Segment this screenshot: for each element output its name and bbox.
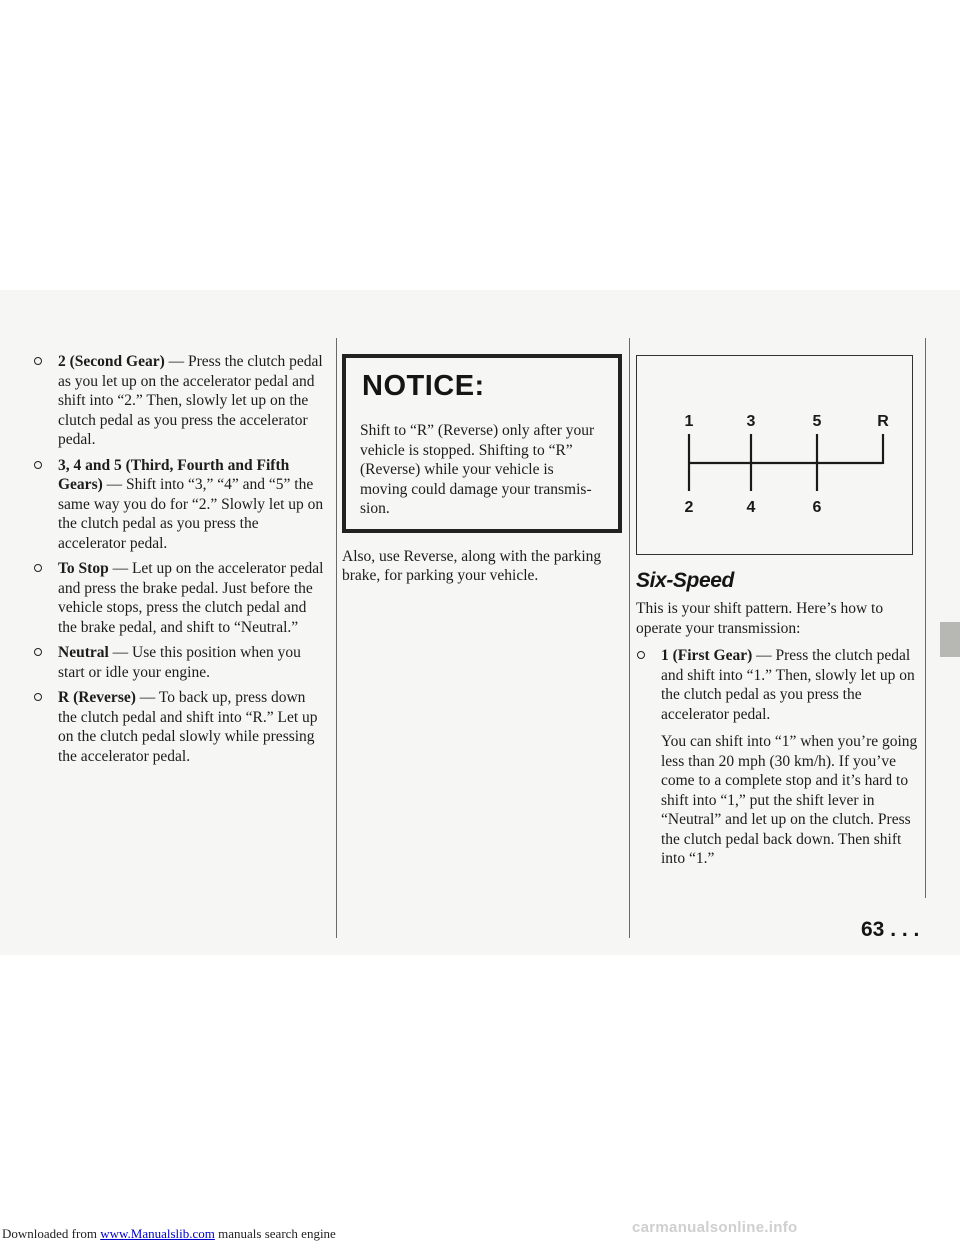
column-two <box>342 352 622 586</box>
item-text: — Shift into “3,” “4” and “5” the same way you do for “2.” Slowly let up on the clutch pedal as you press the accelerator pedal. <box>58 476 324 552</box>
gear-label-1: 1 <box>684 413 694 430</box>
notice-box <box>342 354 622 533</box>
list-item <box>636 646 921 869</box>
six-speed-intro: This is your shift pattern. Here’s how to operate your transmission: <box>636 600 884 637</box>
list-item <box>33 688 328 766</box>
list-item <box>33 643 328 682</box>
gear-label-4: 4 <box>746 499 756 516</box>
bullet-icon <box>34 648 42 656</box>
list-item <box>33 559 328 637</box>
column-divider-left <box>336 338 337 938</box>
manualslib-link[interactable]: www.Manualslib.com <box>100 1226 215 1241</box>
watermark: carmanualsonline.info <box>632 1219 798 1236</box>
page-number: 63 . . . <box>861 918 920 941</box>
gear-label-3: 3 <box>746 413 756 430</box>
notice-text: Shift to “R” (Reverse) only after your vehicle is stopped. Shifting to “R” (Reverse) while your vehicle is moving could damage your transmission. <box>360 422 595 517</box>
item-term: 1 (First Gear) <box>661 647 753 664</box>
download-footer <box>2 1226 336 1242</box>
bullet-icon <box>637 651 645 659</box>
gear-label-r: R <box>877 413 889 430</box>
bullet-icon <box>34 564 42 572</box>
section-tab-marker <box>940 622 960 657</box>
footer-prefix: Downloaded from <box>2 1226 101 1241</box>
item-term: To Stop <box>58 560 109 577</box>
column-three <box>636 352 921 875</box>
item-text: — Press the clutch pedal and shift into “1.” Then, slowly let up on the clutch pedal as you press the accelerator pedal. <box>661 647 915 723</box>
list-item <box>33 456 328 554</box>
reverse-parking-note: Also, use Reverse, along with the parking brake, for parking your vehicle. <box>342 547 602 584</box>
item-term: 2 (Second Gear) <box>58 353 165 370</box>
item-text: — Use this position when you start or idle your engine. <box>58 644 301 681</box>
column-divider-right <box>629 338 630 938</box>
footer-suffix: manuals search engine <box>214 1226 336 1241</box>
item-term: R (Reverse) <box>58 689 136 706</box>
column-divider-edge <box>925 338 926 898</box>
shift-pattern-svg <box>637 356 914 556</box>
section-heading: Six-Speed <box>636 569 734 592</box>
bullet-icon <box>34 357 42 365</box>
bullet-icon <box>34 693 42 701</box>
bottom-margin <box>0 955 960 1242</box>
first-gear-detail: You can shift into “1” when you’re going less than 20 mph (30 km/h). If you’ve come to a complete stop and it’s hard to shift into “1,” put the shift lever in “Neutral” and let up on the clutch. Press the clutch pedal back down. Then shift into “1.” <box>661 733 918 867</box>
item-term: 3, 4 and 5 (Third, Fourth and Fifth Gears) <box>58 456 290 493</box>
gear-label-5: 5 <box>812 413 822 430</box>
top-margin <box>0 0 960 290</box>
notice-title: NOTICE: <box>362 370 485 402</box>
shift-pattern-diagram <box>636 355 913 555</box>
gear-instructions-list <box>33 352 328 766</box>
item-text: — Press the clutch pedal as you let up on the accelerator pedal and shift into “2.” Then, slowly let up on the clutch pedal as you press the accelerator pedal. <box>58 353 323 448</box>
item-term: Neutral <box>58 644 109 661</box>
item-text: — To back up, press down the clutch pedal and shift into “R.” Let up on the clutch pedal slowly while pressing the accelerator pedal. <box>58 689 318 765</box>
first-gear-list <box>636 646 921 869</box>
list-item <box>33 352 328 450</box>
gear-label-2: 2 <box>684 499 694 516</box>
gear-label-6: 6 <box>812 499 822 516</box>
item-text: — Let up on the accelerator pedal and press the brake pedal. Just before the vehicle stops, press the clutch pedal and the brake pedal, and shift to “Neutral.” <box>58 560 324 636</box>
column-one <box>33 352 328 772</box>
bullet-icon <box>34 461 42 469</box>
shift-gate-lines <box>689 434 883 491</box>
